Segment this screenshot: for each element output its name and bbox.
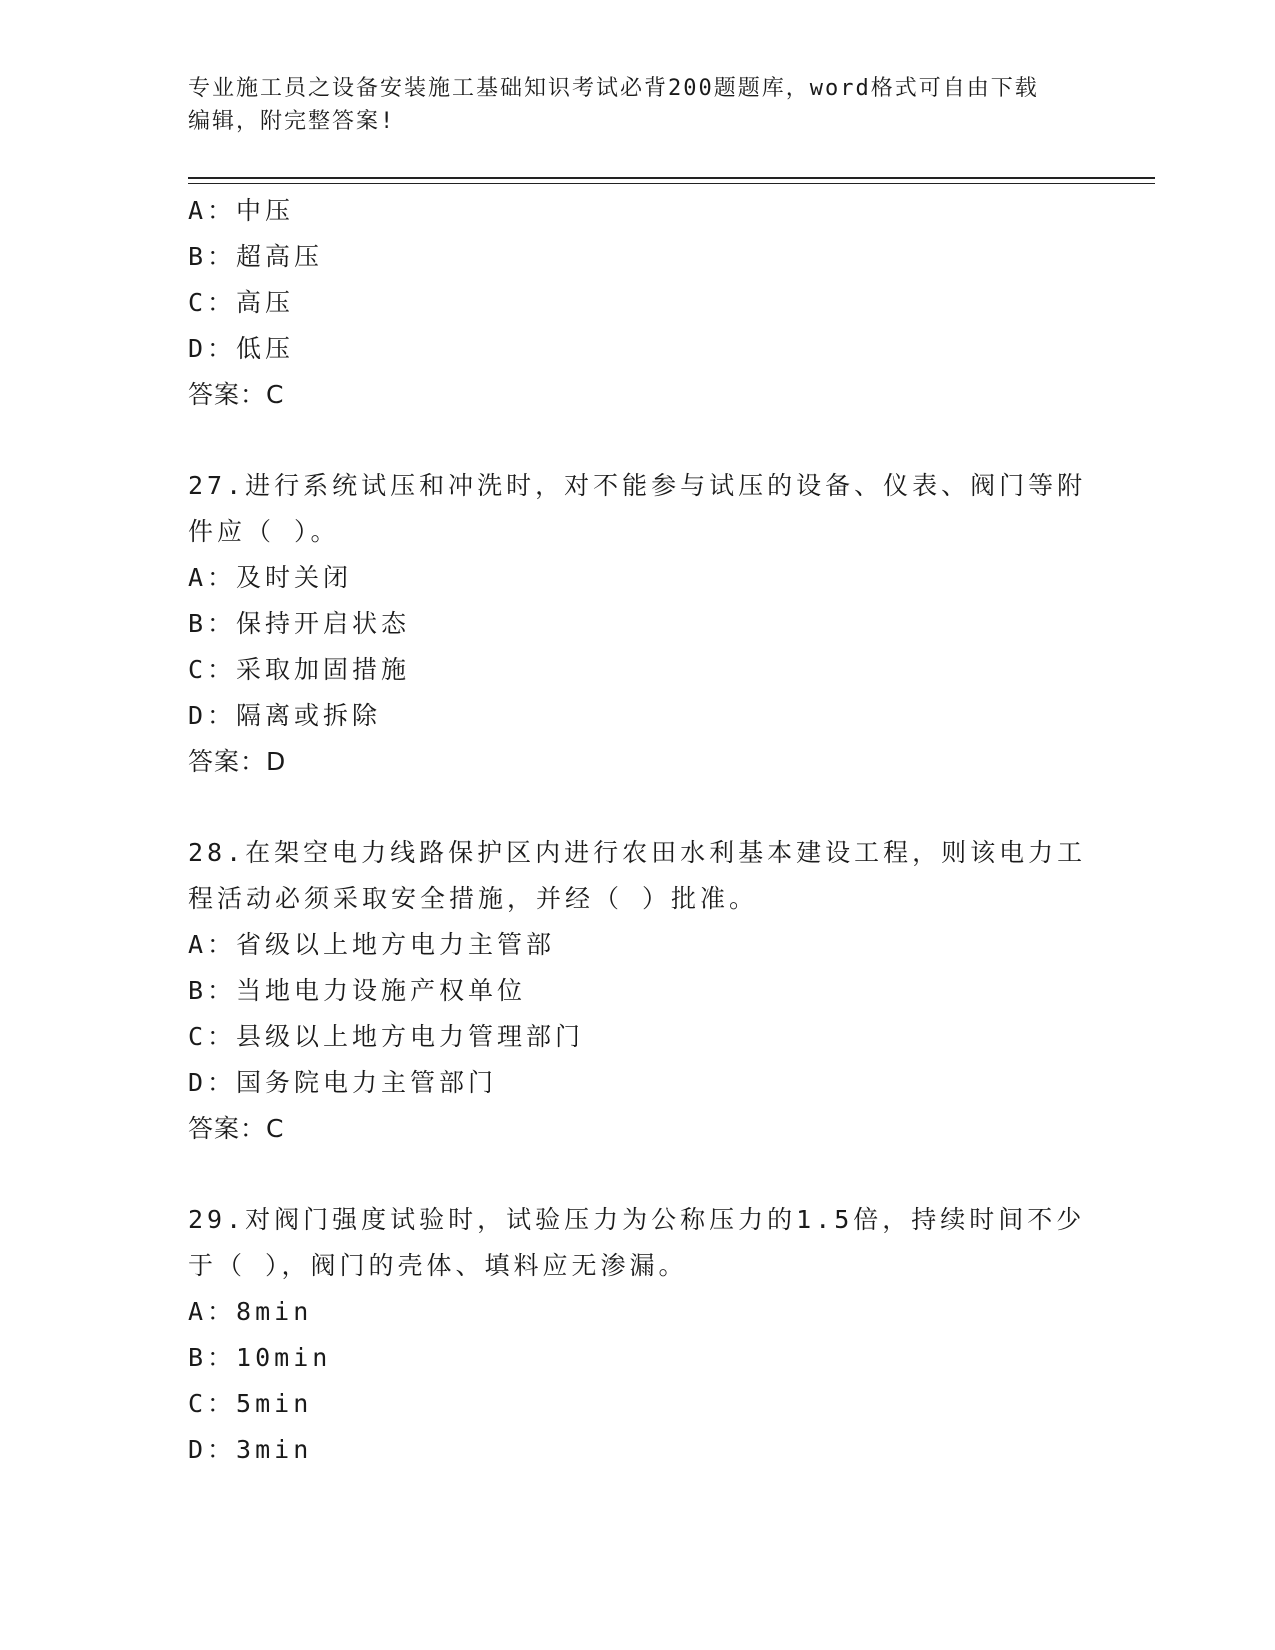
option-c: C：县级以上地方电力管理部门	[188, 1022, 585, 1051]
option-a: A：8min	[188, 1297, 313, 1326]
document-header	[188, 72, 1068, 138]
question-stem-line-1: 28.在架空电力线路保护区内进行农田水利基本建设工程，则该电力工	[188, 838, 1087, 867]
answer-line: 答案：C	[188, 380, 285, 409]
header-title-line-1: 专业施工员之设备安装施工基础知识考试必背200题题库，word格式可自由下载	[188, 76, 1039, 101]
option-c: C：高压	[188, 288, 295, 317]
option-b: B：10min	[188, 1343, 332, 1372]
option-a: A：及时关闭	[188, 563, 353, 592]
question-block-28	[188, 830, 1088, 1152]
option-b: B：保持开启状态	[188, 609, 411, 638]
option-d: D：低压	[188, 334, 295, 363]
question-stem-line-1: 27.进行系统试压和冲洗时，对不能参与试压的设备、仪表、阀门等附	[188, 471, 1087, 500]
option-a: A：中压	[188, 196, 295, 225]
option-a: A：省级以上地方电力主管部	[188, 930, 556, 959]
option-d: D：国务院电力主管部门	[188, 1068, 498, 1097]
question-block-27	[188, 463, 1088, 785]
question-list	[188, 188, 1088, 1473]
answer-line: 答案：D	[188, 747, 287, 776]
header-divider-thin	[188, 183, 1155, 184]
question-stem-line-1: 29.对阀门强度试验时，试验压力为公称压力的1.5倍，持续时间不少	[188, 1205, 1086, 1234]
question-block-prev	[188, 188, 1088, 418]
question-stem-line-2: 于（ ），阀门的壳体、填料应无渗漏。	[188, 1251, 688, 1280]
header-divider-thick	[188, 177, 1155, 179]
option-c: C：5min	[188, 1389, 313, 1418]
header-title-line-2: 编辑，附完整答案!	[188, 109, 396, 134]
answer-line: 答案：C	[188, 1114, 285, 1143]
option-b: B：超高压	[188, 242, 324, 271]
question-stem-line-2: 件应（ ）。	[188, 517, 340, 546]
option-d: D：隔离或拆除	[188, 701, 382, 730]
question-block-29	[188, 1197, 1088, 1473]
option-c: C：采取加固措施	[188, 655, 411, 684]
option-b: B：当地电力设施产权单位	[188, 976, 527, 1005]
question-stem-line-2: 程活动必须采取安全措施，并经（ ）批准。	[188, 884, 759, 913]
option-d: D：3min	[188, 1435, 313, 1464]
